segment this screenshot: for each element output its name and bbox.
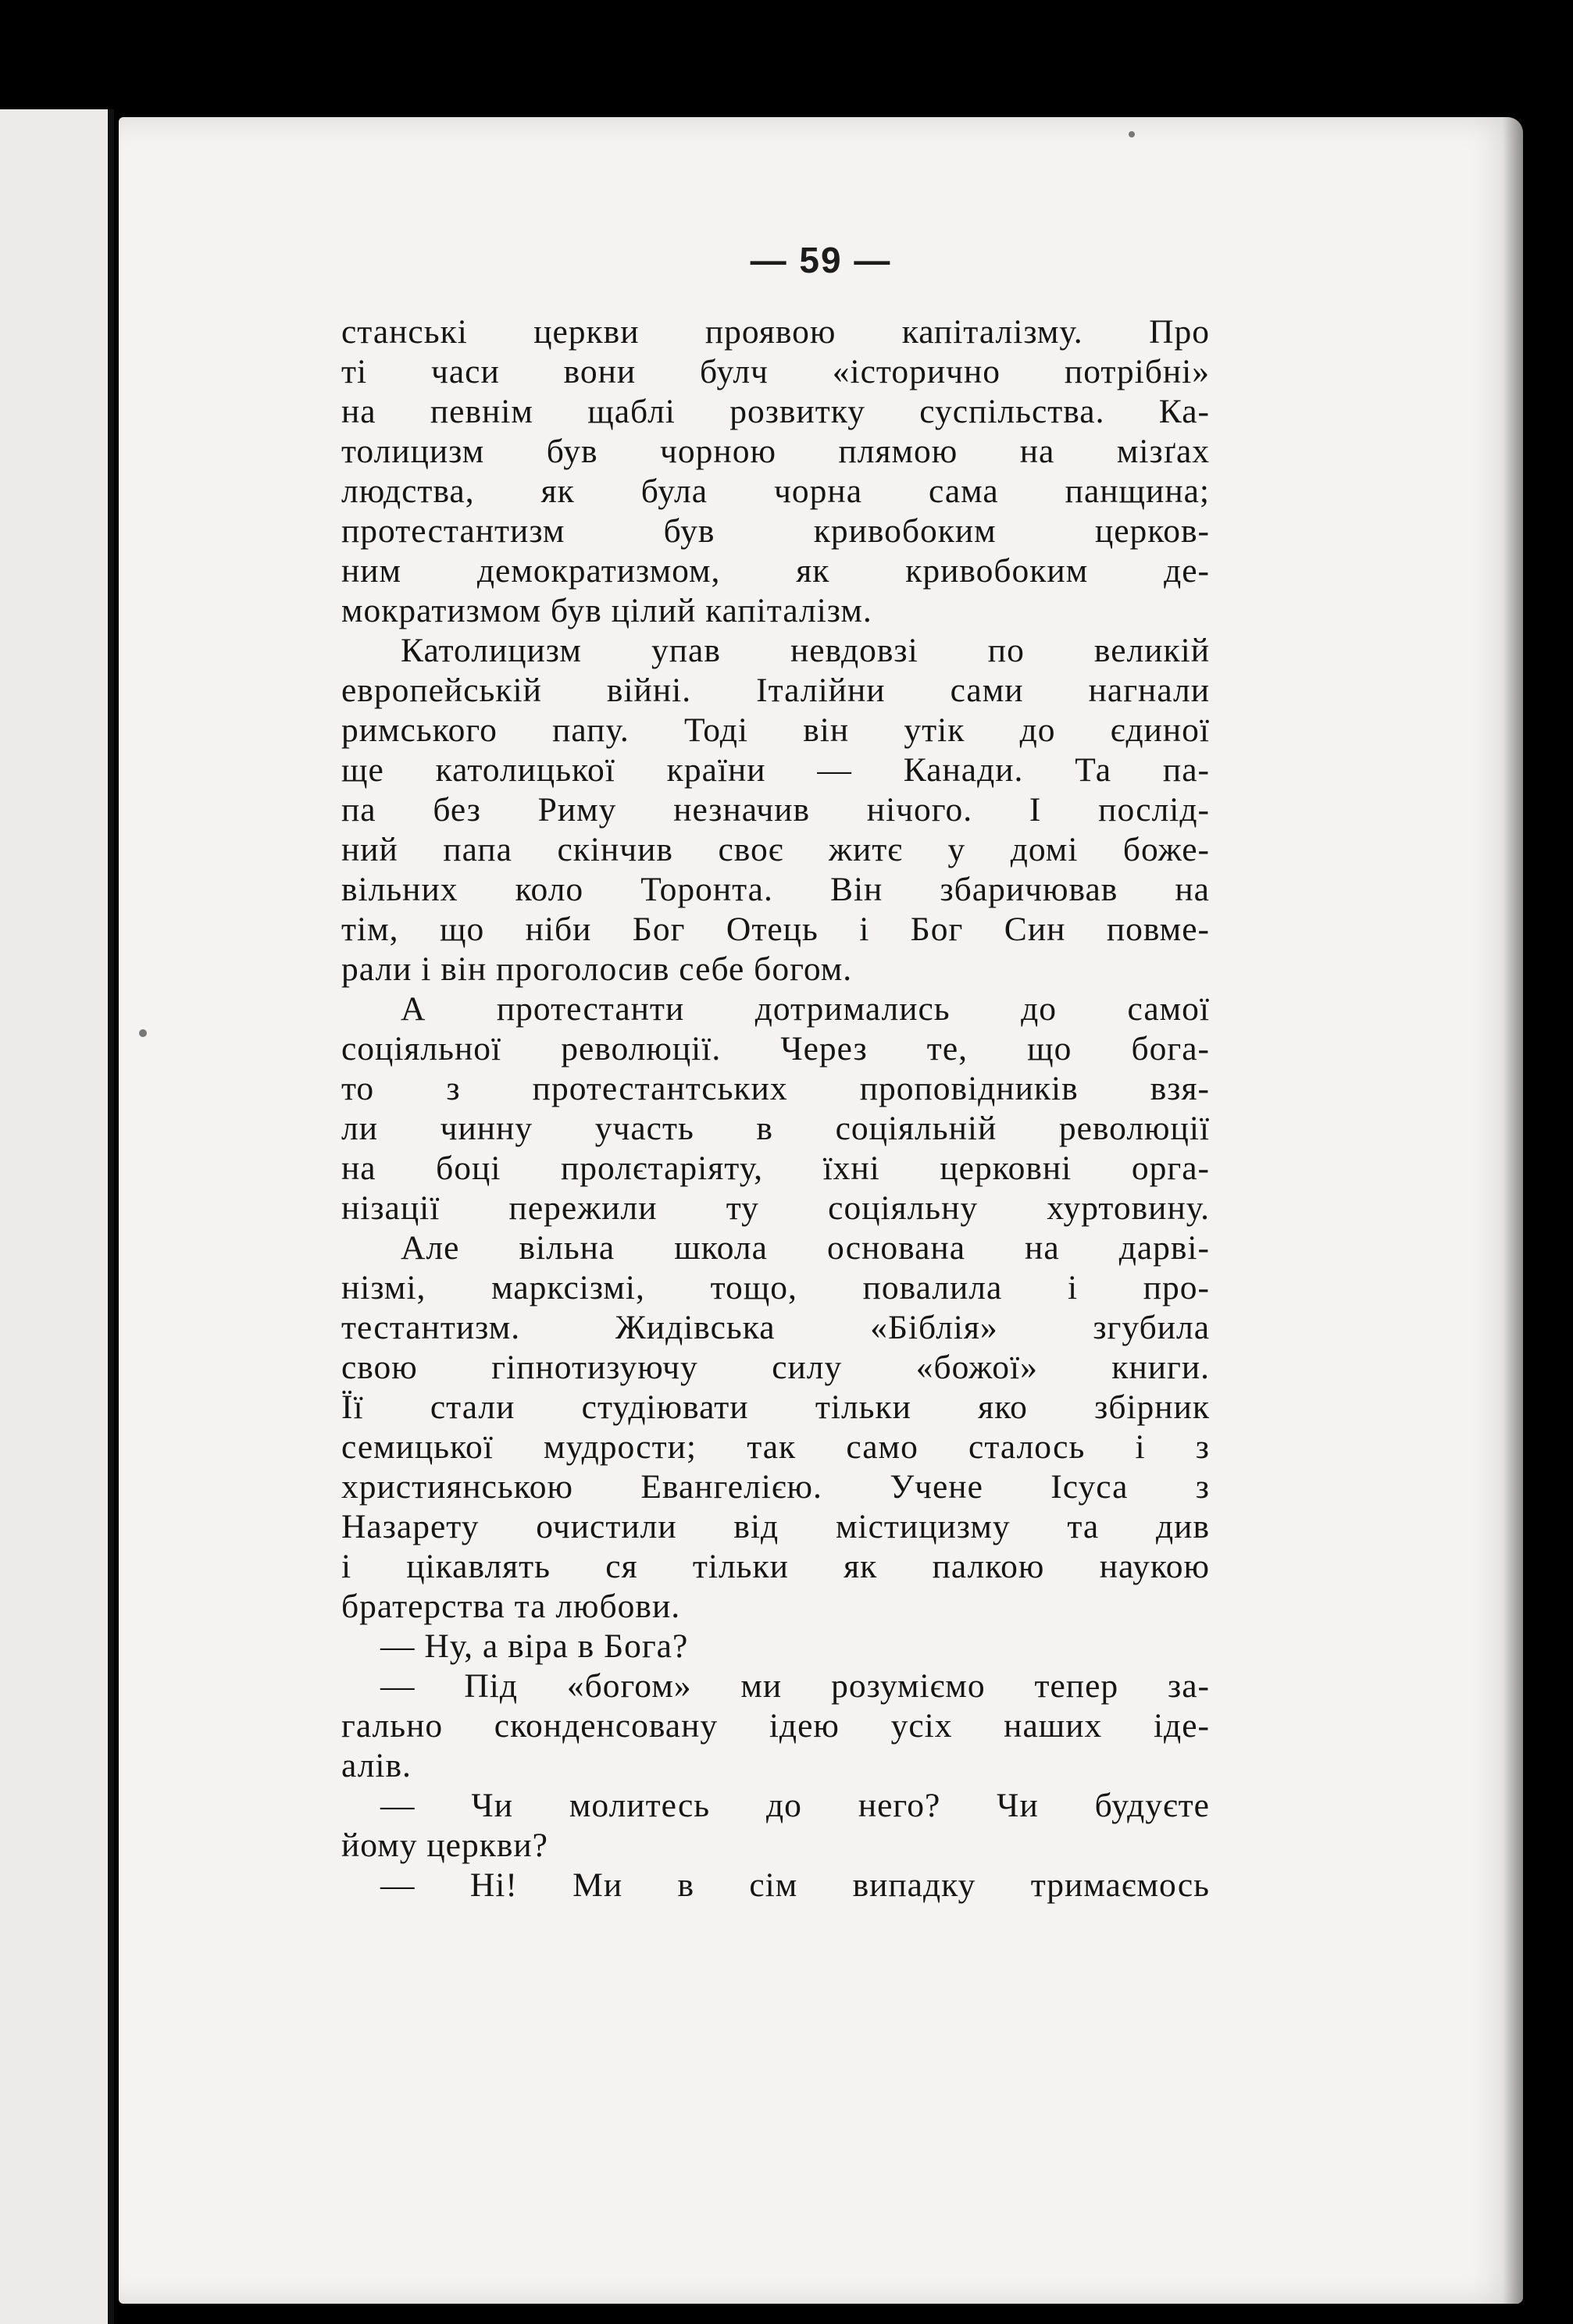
text-line: вільних коло Торонта. Він збаричював на [341,871,1210,908]
text-line: тім, що ніби Бог Отець і Бог Син повме- [341,911,1210,948]
page-number: — 59 — [750,240,892,280]
text-line: — Ну, а віра в Бога? [380,1627,689,1665]
text-line: ний папа скінчив своє житє у домі боже- [341,831,1210,868]
text-line: і цікавлять ся тільки як палкою наукою [341,1548,1210,1585]
text-line: толицизм був чорною плямою на мізґах [341,433,1210,470]
text-line: свою гіпнотизуючу силу «божої» книги. [341,1349,1210,1386]
text-line: европейській війні. Італійни сами нагнали [341,672,1210,709]
page-edge-shadow [1503,117,1523,2304]
text-line: на боці пролєтаріяту, їхні церковні орга- [341,1150,1210,1187]
text-line: — Під «богом» ми розуміємо тепер за- [380,1667,1210,1705]
text-line: Назарету очистили від містицизму та див [341,1508,1210,1545]
previous-page-edge [0,109,114,2324]
text-line: Але вільна школа основана на дарві- [401,1229,1210,1267]
text-line: мократизмом був цілий капіталізм. [341,592,872,629]
text-line: тестантизм. Жидівська «Біблія» згубила [341,1309,1210,1346]
text-line: соціяльної революції. Через те, що бога- [341,1030,1210,1068]
text-line: семицької мудрости; так само сталось і з [341,1428,1210,1466]
text-line: гально сконденсовану ідею усіх наших іде- [341,1707,1210,1745]
text-line: ним демократизмом, як кривобоким де- [341,552,1210,590]
text-line: християнською Евангелією. Учене Ісуса з [341,1468,1210,1506]
text-line: Католицизм упав невдовзі по великій [401,632,1210,669]
text-line: — Чи молитесь до него? Чи будуєте [380,1787,1210,1824]
text-line: нізації пережили ту соціяльну хуртовину. [341,1189,1210,1227]
text-line: то з протестантських проповідників взя- [341,1070,1210,1107]
text-line: протестантизм був кривобоким церков- [341,512,1210,550]
text-line: алів. [341,1747,412,1784]
text-line: людства, як була чорна сама панщина; [341,472,1210,510]
text-line: римського папу. Тоді він утік до єдиної [341,711,1210,749]
body-text [341,312,1210,1905]
dust-speck [139,1029,147,1037]
text-line: Її стали студіювати тільки яко збірник [341,1388,1210,1426]
text-line: ще католицької країни — Канади. Та па- [341,751,1210,789]
text-line: па без Риму незначив нічого. І послід- [341,791,1210,829]
text-line: на певнім щаблі розвитку суспільства. Ка- [341,393,1210,430]
dust-speck [1129,131,1135,137]
text-line: йому церкви? [341,1827,548,1864]
text-line: рали і він проголосив себе богом. [341,950,853,988]
text-line: братерства та любови. [341,1588,681,1625]
text-line: станські церкви проявою капіталізму. Про [341,313,1210,351]
text-line: ті часи вони булч «історично потрібні» [341,353,1210,390]
text-line: ли чинну участь в соціяльній революції [341,1110,1210,1147]
text-line: А протестанти дотримались до самої [401,990,1210,1028]
text-line: — Ні! Ми в сім випадку тримаємось [380,1866,1210,1904]
text-line: нізмі, марксізмі, тощо, повалила і про- [341,1269,1210,1306]
book-page [119,117,1523,2304]
